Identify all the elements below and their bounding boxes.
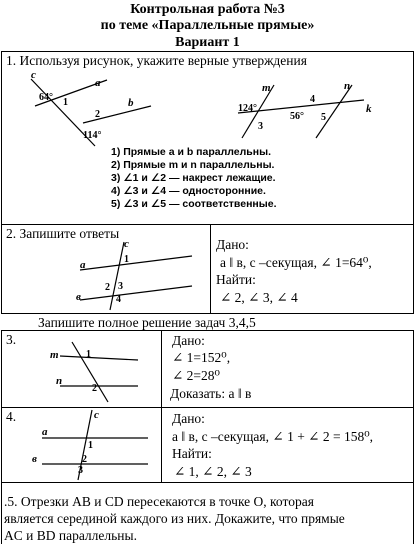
angle-56-label: 56° [290, 111, 304, 122]
task2-figure [72, 238, 202, 313]
angle-2-label: 2 [82, 454, 87, 465]
line-c-label: c [94, 409, 99, 421]
line-a-label: a [42, 426, 48, 438]
task3-prove: Доказать: a ‖ в [170, 386, 252, 401]
worksheet-title: Контрольная работа №3 [130, 2, 285, 17]
angle-1-label: 1 [124, 254, 129, 265]
angle-2-label: 2 [92, 383, 97, 394]
task5-line-3: AC и BD параллельны. [4, 528, 137, 543]
line-m-label: m [50, 349, 59, 361]
line-a-label: a [80, 259, 86, 271]
line-b-label: в [76, 291, 81, 303]
task3-number: 3. [6, 332, 17, 347]
line-n-label: n [56, 375, 63, 387]
line-n-label: n [344, 80, 351, 92]
task3-given-2: ∠ 2=28⁰ [172, 368, 220, 383]
task1-figure-left [25, 66, 175, 156]
angle-5-label: 5 [321, 112, 326, 123]
task3-figure [46, 336, 156, 406]
angle-4-label: 4 [310, 94, 315, 105]
task4-find: ∠ 1, ∠ 2, ∠ 3 [174, 464, 252, 479]
worksheet-topic: по теме «Параллельные прямые» [100, 18, 315, 33]
line-a-label: a [95, 77, 101, 89]
line-b-label: b [128, 97, 134, 109]
angle-114-label: 114° [83, 130, 102, 141]
angle-2-label: 2 [95, 109, 100, 120]
task2-find: ∠ 2, ∠ 3, ∠ 4 [220, 290, 298, 305]
line-k-label: k [366, 103, 372, 115]
task4-given: a ‖ в, c –секущая, ∠ 1 + ∠ 2 = 158⁰, [172, 429, 374, 444]
task2-prompt: 2. Запишите ответы [6, 226, 120, 241]
line-c-label: c [124, 238, 129, 250]
angle-2-label: 2 [105, 282, 110, 293]
angle-1-label: 1 [63, 97, 68, 108]
statement-2: 2) Прямые m и n параллельны. [111, 159, 275, 171]
task2-given-label: Дано: [216, 237, 249, 252]
worksheet-variant: Вариант 1 [175, 35, 240, 50]
angle-3-label: 3 [78, 465, 83, 476]
task4-given-label: Дано: [172, 411, 205, 426]
statement-5: 5) ∠3 и ∠5 — соответственные. [111, 198, 277, 210]
statement-3: 3) ∠1 и ∠2 — накрест лежащие. [111, 172, 276, 184]
angle-1-label: 1 [88, 440, 93, 451]
task3-given-label: Дано: [172, 333, 205, 348]
angle-3-label: 3 [118, 281, 123, 292]
line-m-label: m [262, 82, 271, 94]
line-b-label: в [32, 453, 37, 465]
statement-1: 1) Прямые a и b параллельны. [111, 146, 271, 158]
task4-figure [32, 408, 158, 483]
task1-statements [111, 146, 277, 211]
task5-line-1: .5. Отрезки AB и CD пересекаются в точке O, которая [4, 494, 314, 509]
angle-124-label: 124° [238, 103, 257, 114]
angle-1-label: 1 [86, 349, 91, 360]
solution-instruction: Запишите полное решение задач 3,4,5 [38, 315, 256, 330]
task5-line-2: является серединой каждого из них. Докажите, что прямые [4, 511, 345, 526]
angle-4-label: 4 [116, 294, 121, 305]
task2-find-label: Найти: [216, 272, 256, 287]
angle-3-label: 3 [258, 121, 263, 132]
angle-64-label: 64° [39, 92, 53, 103]
task3-given-1: ∠ 1=152⁰, [172, 350, 231, 365]
task1-prompt: 1. Используя рисунок, укажите верные утверждения [6, 53, 307, 68]
task4-find-label: Найти: [172, 446, 212, 461]
task2-given: a ‖ в, c –секущая, ∠ 1=64⁰, [220, 255, 372, 270]
statement-4: 4) ∠3 и ∠4 — односторонние. [111, 185, 266, 197]
task4-number: 4. [6, 409, 17, 424]
line-c-label: c [31, 69, 36, 81]
